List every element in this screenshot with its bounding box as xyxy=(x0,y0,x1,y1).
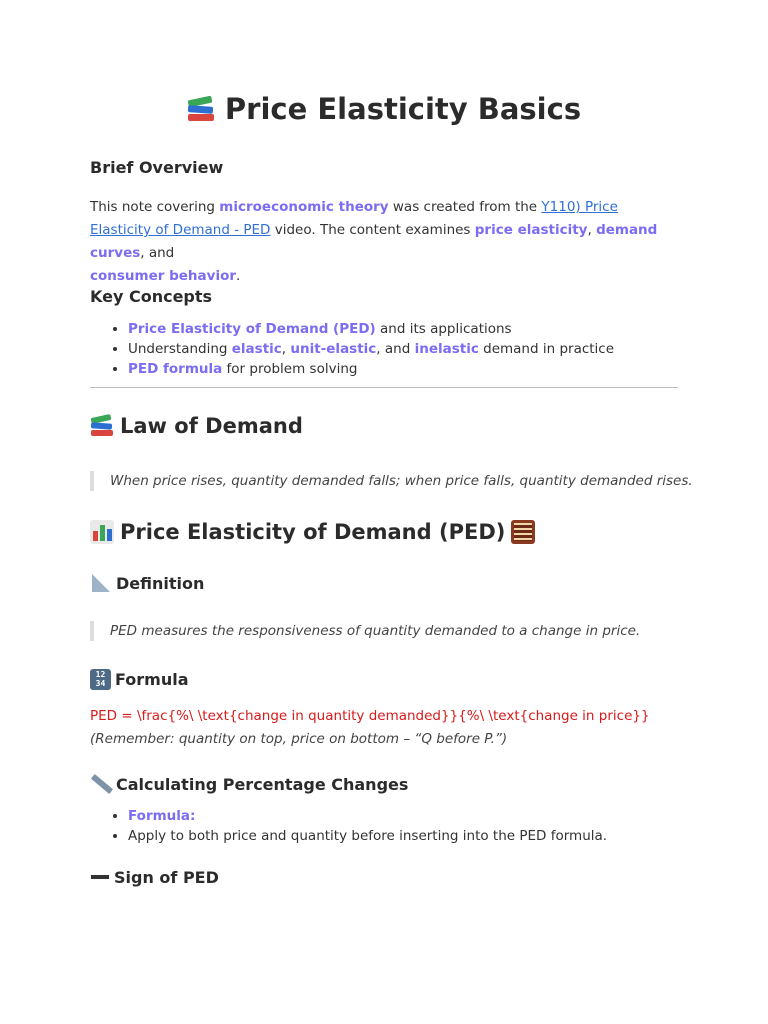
ped-formula: PED = \frac{%\ \text{change in quantity demanded}}{%\ \text{change in price}} xyxy=(90,708,650,724)
overview-text: , xyxy=(587,222,597,238)
page-title xyxy=(0,92,768,126)
overview-text: was created from the xyxy=(388,199,542,215)
key-concepts-list-wrap xyxy=(90,319,678,379)
sign-of-ped-heading xyxy=(90,867,678,887)
percentage-list-wrap xyxy=(90,806,678,846)
law-of-demand-heading-text: Law of Demand xyxy=(120,414,303,438)
list-item-text: and its applications xyxy=(375,321,512,337)
key-concepts-heading: Key Concepts xyxy=(90,287,213,306)
keyword-microeconomic-theory: microeconomic theory xyxy=(219,199,389,215)
keyword-consumer-behavior: consumer behavior xyxy=(90,268,237,284)
formula-note: (Remember: quantity on top, price on bottom – “Q before P.”) xyxy=(90,731,508,747)
list-item xyxy=(128,339,678,359)
list-item xyxy=(128,359,678,379)
overview-text: video. The content examines xyxy=(270,222,475,238)
overview-section xyxy=(90,158,678,177)
law-of-demand-quote: When price rises, quantity demanded falls; when price falls, quantity demanded rises. xyxy=(90,471,698,491)
overview-text: This note covering xyxy=(90,199,220,215)
list-item xyxy=(128,806,678,826)
list-item-text: Understanding xyxy=(128,341,232,357)
triangular-ruler-icon xyxy=(90,572,112,594)
books-icon xyxy=(90,414,114,438)
minus-icon xyxy=(90,867,110,887)
numbers-icon-top: 12 xyxy=(95,670,106,679)
overview-text: . xyxy=(236,268,241,284)
ped-heading xyxy=(90,520,678,544)
percentage-changes-heading-text: Calculating Percentage Changes xyxy=(116,774,409,794)
formula-block xyxy=(90,705,678,751)
overview-heading: Brief Overview xyxy=(90,158,224,177)
key-concepts-list xyxy=(90,319,678,379)
bar-chart-icon xyxy=(90,520,114,544)
keyword-elastic: elastic xyxy=(231,341,282,357)
keyword-demand-curves: demand curves xyxy=(90,222,658,261)
keyword-ped: Price Elasticity of Demand (PED) xyxy=(128,321,376,337)
books-icon xyxy=(187,95,215,123)
straight-ruler-icon xyxy=(90,773,112,795)
list-item-text: , and xyxy=(376,341,415,357)
keyword-formula: Formula: xyxy=(128,808,196,824)
keyword-ped-formula: PED formula xyxy=(128,361,223,377)
keyword-price-elasticity: price elasticity xyxy=(474,222,588,238)
list-item-text: demand in practice xyxy=(478,341,615,357)
divider xyxy=(90,387,678,388)
formula-heading-text: Formula xyxy=(115,670,189,689)
page-title-text: Price Elasticity Basics xyxy=(224,92,582,126)
numbers-icon-bottom: 34 xyxy=(95,679,106,688)
keyword-inelastic: inelastic xyxy=(414,341,479,357)
list-item xyxy=(128,826,678,846)
formula-heading xyxy=(90,669,678,690)
list-item-text: for problem solving xyxy=(222,361,358,377)
definition-heading-text: Definition xyxy=(116,573,205,593)
law-of-demand-heading xyxy=(90,414,678,438)
abacus-icon xyxy=(511,520,535,544)
overview-text: , and xyxy=(140,245,175,261)
key-concepts-section xyxy=(90,287,678,306)
definition-heading xyxy=(90,572,678,594)
list-item-text: Apply to both price and quantity before inserting into the PED formula. xyxy=(128,828,608,844)
percentage-list xyxy=(90,806,678,846)
percentage-changes-heading xyxy=(90,773,678,795)
video-link[interactable]: Y110) Price Elasticity of Demand - PED xyxy=(90,199,618,238)
list-item-text: , xyxy=(281,341,291,357)
overview-paragraph xyxy=(90,196,678,288)
ped-heading-text: Price Elasticity of Demand (PED) xyxy=(120,520,506,544)
numbers-icon xyxy=(90,669,111,690)
definition-quote: PED measures the responsiveness of quantity demanded to a change in price. xyxy=(90,621,698,641)
sign-of-ped-heading-text: Sign of PED xyxy=(114,867,219,887)
keyword-unit-elastic: unit-elastic xyxy=(290,341,377,357)
list-item xyxy=(128,319,678,339)
